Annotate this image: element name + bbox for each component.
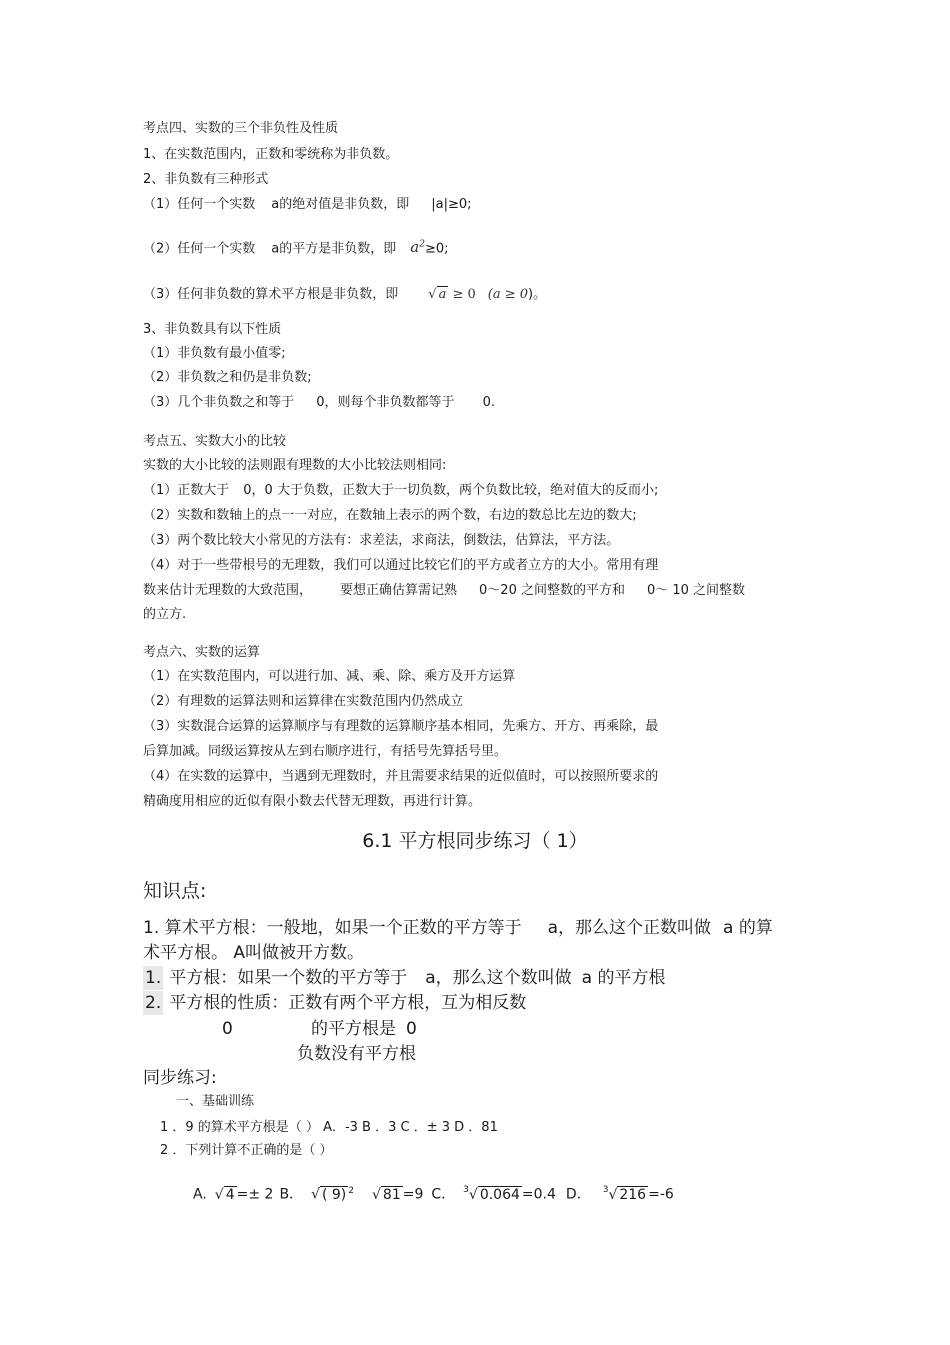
- sec4-form1: （1）任何一个实数 a的绝对值是非负数，即 |a|≥0;: [143, 197, 472, 212]
- sec4-p1: 1、在实数范围内，正数和零统称为非负数。: [143, 147, 399, 162]
- sec6-s1: （1）在实数范围内，可以进行加、减、乘、除、乘方及开方运算: [143, 669, 516, 684]
- option-c-cbrt: $^3$√ 0.064: [463, 1184, 520, 1203]
- lesson-title: 6.1 平方根同步练习（ 1）: [362, 830, 588, 852]
- sec6-s3b: 后算加减。同级运算按从左到右顺序进行，有括号先算括号里。: [143, 744, 508, 759]
- section6-title: 考点六、实数的运算: [143, 645, 261, 660]
- sec6-s4: （4）在实数的运算中，当遇到无理数时，并且需要求结果的近似值时，可以按照所要求的: [143, 769, 659, 784]
- sec4-q1: （1）非负数有最小值零;: [143, 346, 286, 361]
- basic-training: 一、基础训练: [176, 1094, 255, 1109]
- abs-formula: |a|≥0;: [431, 197, 472, 212]
- sec6-s4b: 精确度用相应的近似有限小数去代替无理数，再进行计算。: [143, 794, 482, 809]
- option-d-cbrt: $^3$√ 216: [602, 1184, 647, 1203]
- section5-title: 考点五、实数大小的比较: [143, 434, 287, 449]
- sqrt-formula: √ a ≥ 0: [428, 287, 476, 302]
- option-b-sqrt: √ ( 9) $^2$: [311, 1186, 354, 1203]
- sec5-intro: 实数的大小比较的法则跟有理数的大小比较法则相同:: [143, 458, 447, 473]
- sec6-s3: （3）实数混合运算的运算顺序与有理数的运算顺序基本相同，先乘方、开方、再乘除，最: [143, 719, 659, 734]
- sec4-q2: （2）非负数之和仍是非负数;: [143, 370, 312, 385]
- negative-no-root: 负数没有平方根: [297, 1044, 416, 1064]
- square-formula: $a^2$: [410, 238, 425, 257]
- know-item-1b: 术平方根。 A叫做被开方数。: [143, 943, 365, 963]
- sec4-form3: （3）任何非负数的算术平方根是非负数，即 √ a ≥ 0 (a ≥ 0)。: [143, 287, 547, 302]
- sec5-r2: （2）实数和数轴上的点一一对应，在数轴上表示的两个数，右边的数总比左边的数大;: [143, 508, 637, 523]
- sec5-r4: （4）对于一些带根号的无理数，我们可以通过比较它们的平方或者立方的大小。常用有理: [143, 558, 659, 573]
- sec5-r4b: 数来估计无理数的大致范围， 要想正确估算需记熟 0～20 之间整数的平方和 0～ 10 之间整数: [143, 583, 746, 598]
- know-item-2: 1. 平方根：如果一个数的平方等于 a，那么这个数叫做 a 的平方根: [145, 968, 666, 988]
- know-item-3: 2. 平方根的性质：正数有两个平方根，互为相反数: [145, 993, 527, 1013]
- section4-title: 考点四、实数的三个非负性及性质: [143, 121, 339, 136]
- sec5-r3: （3）两个数比较大小常见的方法有：求差法，求商法，倒数法，估算法，平方法。: [143, 533, 620, 548]
- sec5-r4c: 的立方.: [143, 607, 187, 622]
- question-1: 1 ．9 的算术平方根是（ ） A．-3 B ．3 C ．± 3 D ．81: [160, 1120, 498, 1135]
- knowledge-heading: 知识点:: [143, 880, 207, 902]
- question-2: 2 ．下列计算不正确的是（ ）: [160, 1143, 333, 1158]
- sync-heading: 同步练习:: [143, 1068, 217, 1088]
- zero-root-2: 的平方根是 0: [311, 1019, 417, 1039]
- option-a-sqrt: √ 4: [214, 1186, 235, 1203]
- sec5-r1: （1）正数大于 0，0 大于负数，正数大于一切负数，两个负数比较，绝对值大的反而小;: [143, 483, 659, 498]
- sec4-p3: 3、非负数具有以下性质: [143, 322, 282, 337]
- zero-root-1: 0: [222, 1019, 233, 1039]
- question-2-options: A. √ 4 =± 2 B． √ ( 9) $^2$ √ 81 =9 C． $^3$√ 0.064 =0.4 D． $^3$√ 216 =-6: [193, 1182, 674, 1204]
- sec6-s2: （2）有理数的运算法则和运算律在实数范围内仍然成立: [143, 694, 464, 709]
- sec4-p2: 2、非负数有三种形式: [143, 172, 269, 187]
- option-b2-sqrt: √ 81: [372, 1186, 401, 1203]
- know-item-1: 1. 算术平方根：一般地，如果一个正数的平方等于 a，那么这个正数叫做 a 的算: [143, 918, 773, 938]
- sec4-q3: （3）几个非负数之和等于 0，则每个非负数都等于 0.: [143, 395, 495, 410]
- sec4-form2: （2）任何一个实数 a的平方是非负数，即 $a^2\ge 0$;: [143, 238, 449, 257]
